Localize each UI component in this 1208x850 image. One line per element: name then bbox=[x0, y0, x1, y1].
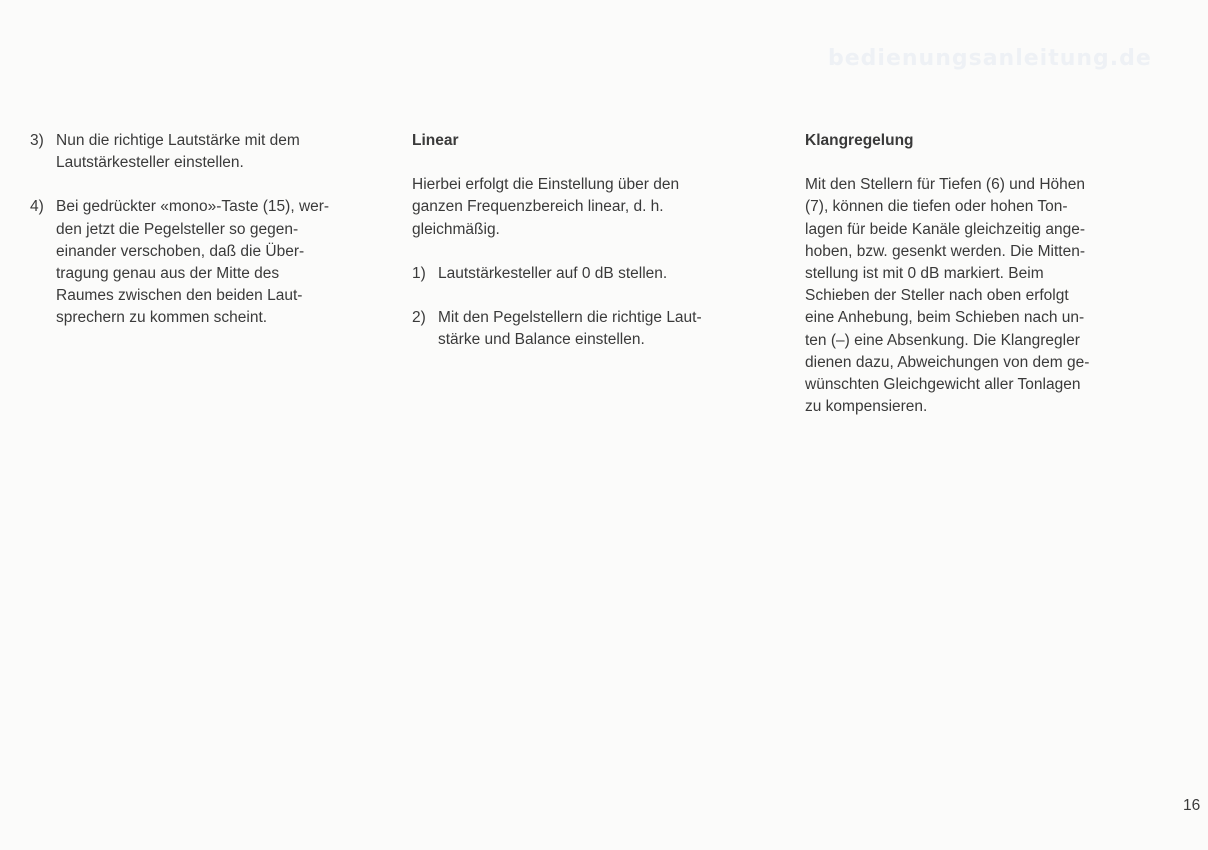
text-line: wünschten Gleichgewicht aller Tonlagen bbox=[805, 376, 1081, 394]
list-item-1 bbox=[412, 263, 767, 285]
text-line: dienen dazu, Abweichungen von dem ge- bbox=[805, 353, 1090, 371]
text-line: ganzen Frequenzbereich linear, d. h. bbox=[412, 198, 664, 216]
page-number: 16 bbox=[1183, 797, 1201, 814]
text-line: tragung genau aus der Mitte des bbox=[56, 265, 280, 283]
text-line: sprechern zu kommen scheint. bbox=[56, 309, 268, 327]
text-line: ten (–) eine Absenkung. Die Klangregler bbox=[805, 331, 1080, 349]
text-line: (7), können die tiefen oder hohen Ton- bbox=[805, 198, 1068, 216]
section-heading-linear: Linear bbox=[412, 132, 459, 149]
text-line: lagen für beide Kanäle gleichzeitig ange- bbox=[805, 220, 1086, 238]
text-line: Schieben der Steller nach oben erfolgt bbox=[805, 287, 1069, 305]
text-line: gleichmäßig. bbox=[412, 220, 500, 238]
text-line: stärke und Balance einstellen. bbox=[438, 331, 645, 349]
list-item-4 bbox=[30, 196, 375, 329]
section-heading-klangregelung: Klangregelung bbox=[805, 132, 914, 149]
text-line: Mit den Pegelstellern die richtige Laut- bbox=[438, 309, 702, 327]
text-line: Hierbei erfolgt die Einstellung über den bbox=[412, 176, 680, 194]
list-number: 2) bbox=[412, 309, 426, 327]
klangregelung-paragraph bbox=[805, 174, 1155, 418]
column-left bbox=[30, 130, 375, 352]
text-line: einander verschoben, daß die Über- bbox=[56, 242, 305, 260]
text-line: eine Anhebung, beim Schieben nach un- bbox=[805, 309, 1085, 327]
watermark: bedienungsanleitung.de bbox=[828, 46, 1152, 71]
text-line: den jetzt die Pegelsteller so gegen- bbox=[56, 220, 299, 238]
column-middle bbox=[412, 130, 767, 373]
text-line: Nun die richtige Lautstärke mit dem bbox=[56, 132, 300, 149]
text-line: Bei gedrückter «mono»-Taste (15), wer- bbox=[56, 198, 330, 216]
text-line: Raumes zwischen den beiden Laut- bbox=[56, 287, 303, 305]
list-number: 1) bbox=[412, 264, 426, 282]
column-right bbox=[805, 130, 1155, 440]
list-number: 3) bbox=[30, 132, 44, 149]
intro-paragraph bbox=[412, 174, 767, 241]
text-line: zu kompensieren. bbox=[805, 398, 928, 416]
text-line: stellung ist mit 0 dB markiert. Beim bbox=[805, 265, 1044, 283]
text-line: hoben, bzw. gesenkt werden. Die Mitten- bbox=[805, 242, 1086, 260]
text-line: Lautstärkesteller auf 0 dB stellen. bbox=[438, 264, 668, 282]
list-item-2 bbox=[412, 307, 767, 351]
text-line: Lautstärkesteller einstellen. bbox=[56, 154, 244, 172]
list-item-3 bbox=[30, 130, 375, 174]
text-line: Mit den Stellern für Tiefen (6) und Höhen bbox=[805, 176, 1086, 194]
list-number: 4) bbox=[30, 198, 44, 216]
